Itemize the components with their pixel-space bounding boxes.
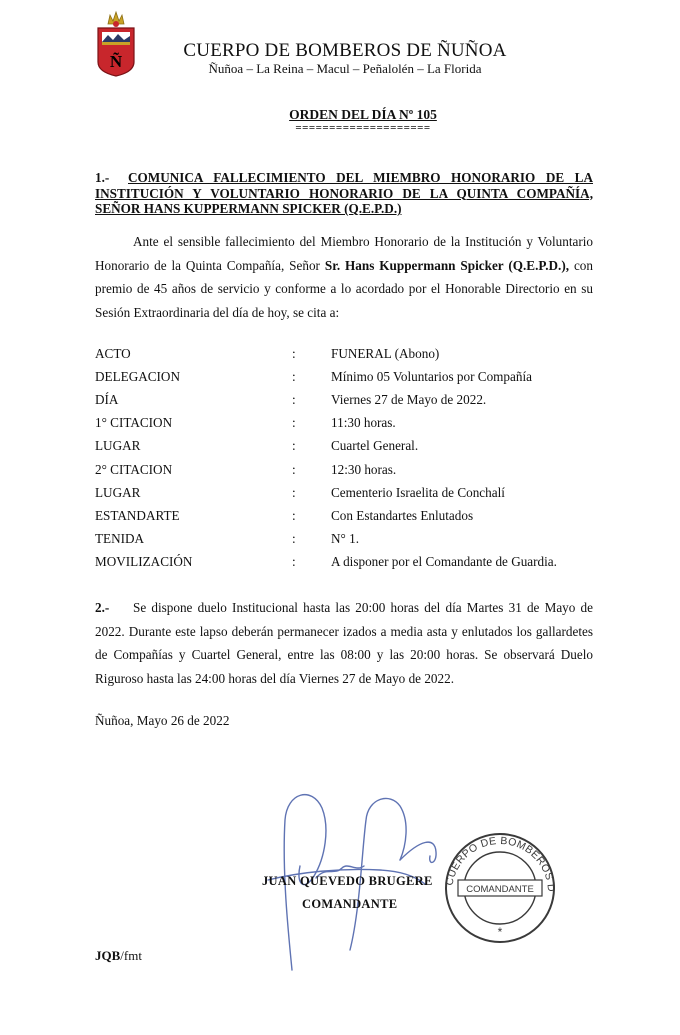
section-1-number: 1.- [95,170,110,185]
section-1-title: COMUNICA FALLECIMIENTO DEL MIEMBRO HONORARIO DE LA INSTITUCIÓN Y VOLUNTARIO HONORARIO DE LA QUINTA COMPAÑÍA, SEÑOR HANS KUPPERMANN SPICKER (Q.E.P.D.) [95,170,593,216]
detail-separator: : [292,461,296,477]
detail-value: Con Estandartes Enlutados [331,507,474,523]
detail-label: ACTO [95,346,131,361]
paragraph-text-a: Ante el sensible fallecimiento del Miembro Honorario de la Institución y Voluntario Honorario de la Quinta Compañía, Señor [95,234,593,273]
detail-label: DELEGACION [95,369,180,385]
detail-value: FUNERAL (Abono) [331,346,440,361]
detail-row [95,434,593,457]
signatory-role: COMANDANTE [302,897,398,911]
institution-communes: Ñuñoa – La Reina – Macul – Peñalolén – La Florida [208,61,482,76]
section-2-paragraph [95,596,593,690]
order-title: ORDEN DEL DÍA Nº 105 [289,107,437,122]
detail-row [95,504,593,527]
detail-label: TENIDA [95,530,145,546]
detail-separator: : [292,553,296,569]
section-1-paragraph [95,230,593,324]
stamp-star: * [497,925,503,939]
institution-name: CUERPO DE BOMBEROS DE ÑUÑOA [183,40,507,61]
detail-value: 12:30 horas. [331,461,397,477]
detail-separator: : [292,415,296,431]
section-1-heading [95,170,593,217]
fire-department-logo [94,10,138,78]
detail-row [95,342,593,365]
detail-label: MOVILIZACIÓN [95,553,193,569]
detail-value: 11:30 horas. [331,415,396,431]
stamp-center-text: COMANDANTE [466,884,534,895]
detail-separator: : [292,507,296,523]
detail-label: DÍA [95,392,119,408]
order-title-rule: ==================== [295,122,431,134]
detail-value: A disponer por el Comandante de Guardia. [331,553,557,569]
logo-letter: Ñ [109,52,123,71]
detail-row [95,481,593,504]
detail-value: Cuartel General. [331,438,419,454]
detail-value: Mínimo 05 Voluntarios por Compañía [331,369,532,385]
detail-row [95,527,593,550]
stamp-outer-text: CUERPO DE BOMBEROS D [443,834,558,893]
detail-separator: : [292,484,296,500]
detail-separator: : [292,346,296,361]
official-stamp [230,780,557,942]
detail-row [95,365,593,388]
detail-separator: : [292,530,296,546]
detail-value: Viernes 27 de Mayo de 2022. [331,392,487,408]
detail-value: Cementerio Israelita de Conchalí [331,484,505,500]
reference-initials [95,948,142,964]
date-line: Ñuñoa, Mayo 26 de 2022 [95,713,230,728]
section-2-number: 2.- [95,600,110,615]
detail-label: ESTANDARTE [95,507,180,523]
detail-separator: : [292,438,296,454]
deceased-name: Sr. Hans Kuppermann Spicker (Q.E.P.D.), [324,257,570,273]
detail-label: LUGAR [95,484,141,500]
detail-separator: : [292,369,296,385]
paragraph-text-b: con premio de 45 años de servicio y conforme a lo acordado por el Honorable Directorio en su Sesión Extraordinaria del día de hoy, se cita a: [95,257,593,320]
detail-row [95,458,593,481]
detail-label: LUGAR [95,438,141,454]
signatory-name: JUAN QUEVEDO BRUGERE [262,874,433,888]
detail-separator: : [292,392,296,408]
detail-label: 1° CITACION [95,415,173,431]
detail-row [95,388,593,411]
detail-label: 2° CITACION [95,461,173,477]
section-2-text: Se dispone duelo Institucional hasta las 20:00 horas del día Martes 31 de Mayo de 2022. Durante este lapso deberán permanecer izados a media asta y enlutados los gallardetes de Compañías y Cuartel General, entre las 08:00 y las 20:00 horas. Se observará Duelo Riguroso hasta las 24:00 horas del día Viernes 27 de Mayo de 2022. [95,600,593,686]
initials-typist: /fmt [120,948,142,963]
initials-signer: JQB [95,948,121,963]
detail-value: N° 1. [331,530,359,546]
detail-row [95,411,593,434]
detail-row [95,550,593,573]
